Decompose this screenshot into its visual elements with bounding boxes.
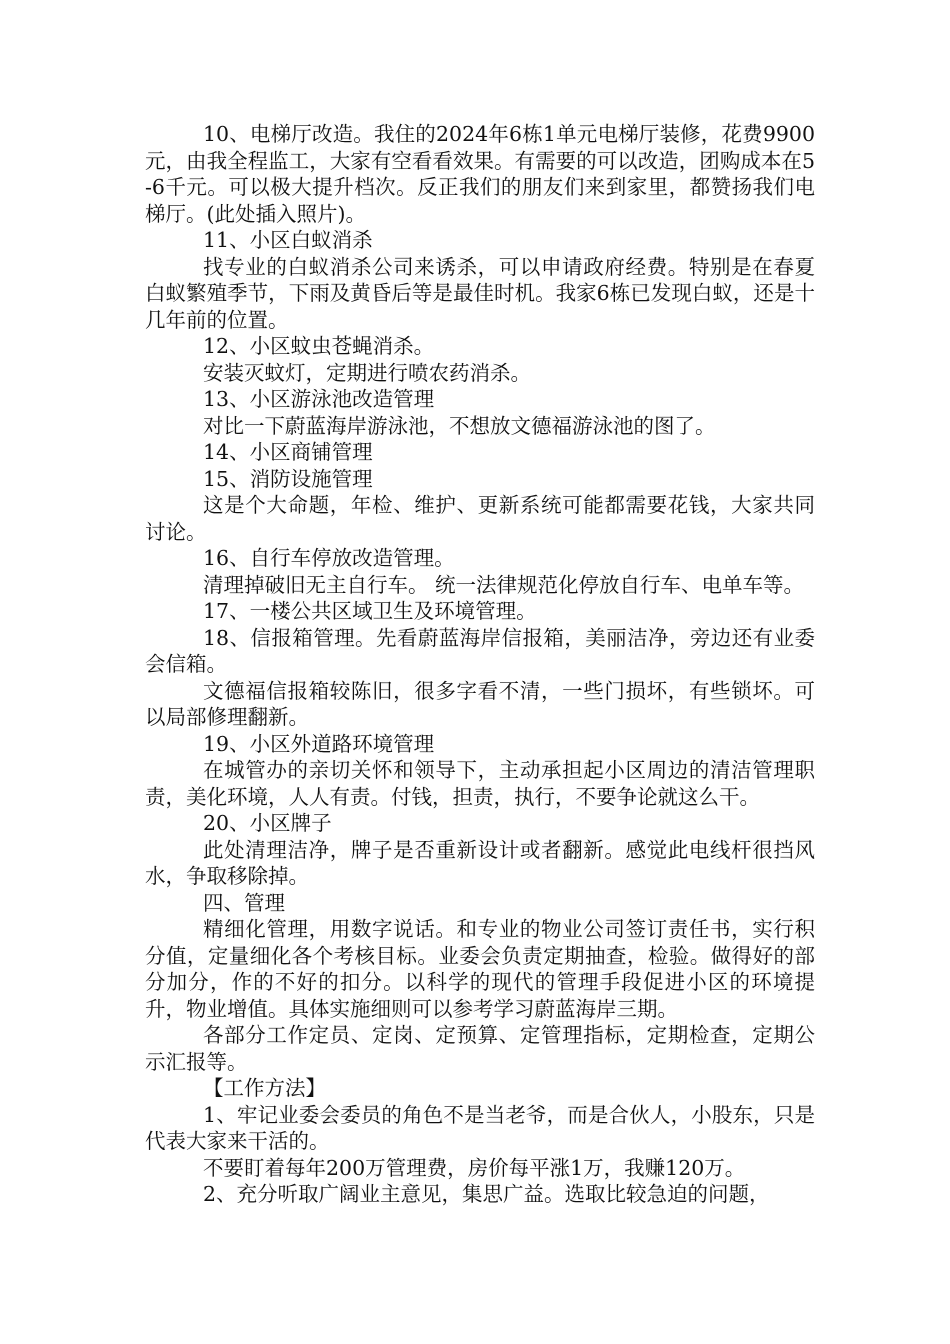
heading-mosquito-control: 12、小区蚊虫苍蝇消杀。 xyxy=(203,334,435,358)
heading-ground-floor-hygiene: 17、一楼公共区域卫生及环境管理。 xyxy=(203,599,537,623)
paragraph-management-fee: 不要盯着每年200万管理费，房价每平涨1万，我赚120万。 xyxy=(203,1155,746,1180)
heading-management: 四、管理 xyxy=(203,890,285,915)
paragraph-method-1: 1、牢记业委会委员的角色不是当老爷，而是合伙人，小股东，只是代表大家来干活的。 xyxy=(145,1102,815,1153)
heading-fire-facilities: 15、消防设施管理 xyxy=(203,466,373,491)
document-page xyxy=(145,121,815,1208)
paragraph-mailbox-management: 18、信报箱管理。先看蔚蓝海岸信报箱，美丽洁净，旁边还有业委会信箱。 xyxy=(145,625,815,676)
paragraph-elevator-hall: 10、电梯厅改造。我住的2024年6栋1单元电梯厅装修，花费9900元，由我全程监工，大家有空看看效果。有需要的可以改造，团购成本在5-6千元。可以极大提升档次。反正我们的朋友们来到家里，都赞扬我们电梯厅。(此处插入照片)。 xyxy=(145,122,815,226)
heading-bicycle-parking: 16、自行车停放改造管理。 xyxy=(203,546,455,570)
paragraph-method-2: 2、充分听取广阔业主意见，集思广益。选取比较急迫的问题， xyxy=(203,1182,770,1206)
paragraph-community-sign: 此处清理洁净，牌子是否重新设计或者翻新。感觉此电线杆很挡风水，争取移除掉。 xyxy=(145,837,815,888)
paragraph-staffing: 各部分工作定员、定岗、定预算、定管理指标，定期检查，定期公示汇报等。 xyxy=(145,1023,815,1074)
paragraph-pool-management: 对比一下蔚蓝海岸游泳池，不想放文德福游泳池的图了。 xyxy=(203,413,716,438)
paragraph-refined-management: 精细化管理，用数字说话。和专业的物业公司签订责任书，实行积分值，定量细化各个考核目标。业委会负责定期抽查，检验。做得好的部分加分，作的不好的扣分。以科学的现代的管理手段促进小区的环境提升，物业增值。具体实施细则可以参考学习蔚蓝海岸三期。 xyxy=(145,917,815,1021)
paragraph-outer-road: 在城管办的亲切关怀和领导下，主动承担起小区周边的清洁管理职责，美化环境，人人有责。付钱，担责，执行，不要争论就这么干。 xyxy=(145,758,815,809)
paragraph-mailbox-renovation: 文德福信报箱较陈旧，很多字看不清，一些门损坏，有些锁坏。可以局部修理翻新。 xyxy=(145,678,815,729)
heading-work-methods: 【工作方法】 xyxy=(203,1076,326,1100)
heading-shop-management: 14、小区商铺管理 xyxy=(203,440,373,464)
heading-outer-road: 19、小区外道路环境管理 xyxy=(203,731,435,756)
paragraph-bicycle-parking: 清理掉破旧无主自行车。 统一法律规范化停放自行车、电单车等。 xyxy=(203,572,805,597)
heading-pool-management: 13、小区游泳池改造管理 xyxy=(203,387,435,411)
paragraph-mosquito-control: 安装灭蚊灯，定期进行喷农药消杀。 xyxy=(203,360,531,385)
heading-termite-control: 11、小区白蚁消杀 xyxy=(203,228,373,252)
heading-community-sign: 20、小区牌子 xyxy=(203,811,332,835)
paragraph-fire-facilities: 这是个大命题，年检、维护、更新系统可能都需要花钱，大家共同讨论。 xyxy=(145,493,815,544)
paragraph-termite-control: 找专业的白蚁消杀公司来诱杀，可以申请政府经费。特别是在春夏白蚁繁殖季节，下雨及黄昏后等是最佳时机。我家6栋已发现白蚁，还是十几年前的位置。 xyxy=(145,254,815,332)
